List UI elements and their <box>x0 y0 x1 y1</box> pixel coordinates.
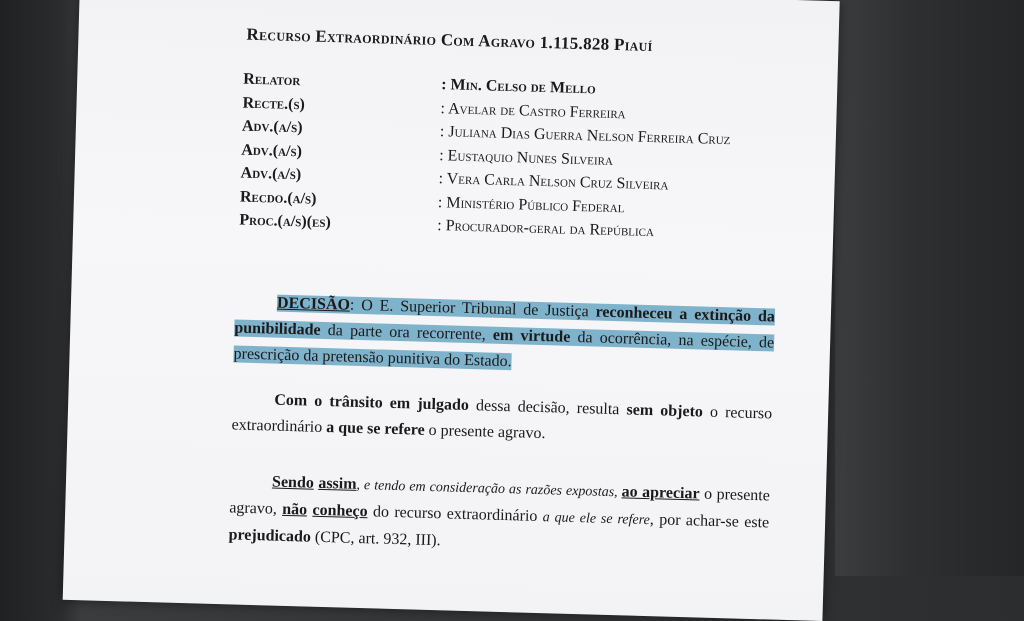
bold-span: não <box>281 500 308 519</box>
transit-paragraph <box>231 386 772 453</box>
party-key: Recdo.(a/s) <box>239 188 317 208</box>
bold-span: a que se refere <box>325 419 425 439</box>
document-title: Recurso Extraordinário Com Agravo 1.115.828 Piauí <box>246 24 653 56</box>
bold-span: Sendo <box>271 473 315 492</box>
party-value: : Avelar de Castro Ferreira <box>440 99 626 122</box>
party-key: Adv.(a/s) <box>241 117 303 137</box>
party-key: Proc.(a/s)(es) <box>239 211 332 232</box>
text-span: : O E. Superior Tribunal de Justiça <box>349 296 596 321</box>
text-span: (CPC, art. 932, III). <box>310 528 441 550</box>
text-span: dessa decisão, resulta <box>468 397 627 419</box>
party-value: : Procurador-geral da República <box>437 217 655 241</box>
text-span: o recurso extraordinário <box>231 403 773 437</box>
party-key: Relator <box>243 70 301 90</box>
text-span: o presente agravo. <box>424 421 546 443</box>
bold-span: assim <box>318 474 357 493</box>
document-page <box>63 0 840 621</box>
bold-span: reconheceu a extinção da punibilidade <box>234 303 776 339</box>
text-span: da ocorrência, na espécie, de prescrição da pretensão punitiva do Estado. <box>233 328 775 371</box>
bold-span: Com o trânsito em julgado <box>274 391 470 415</box>
bold-span: sem objeto <box>626 401 704 421</box>
bold-span: conheço <box>312 501 368 521</box>
parties-list <box>239 71 803 251</box>
party-value: : Min. Celso de Mello <box>440 76 596 98</box>
bold-span: em virtude <box>492 326 571 346</box>
party-key: Adv.(a/s) <box>240 164 302 184</box>
text-span: , por achar-se este <box>649 511 770 532</box>
highlighted-text[interactable] <box>233 295 775 371</box>
party-value: : Juliana Dias Guerra Nelson Ferreira Cruz <box>439 123 731 149</box>
text-span: o presente agravo, <box>229 485 771 518</box>
background-right <box>835 0 1024 576</box>
party-value: : Ministério Público Federal <box>437 193 625 216</box>
italic-span: , e tendo em consideração as razões expostas, <box>356 477 622 501</box>
party-key: Adv.(a/s) <box>241 141 303 160</box>
decisao-label: DECISÃO <box>276 294 351 314</box>
party-value: : Vera Carla Nelson Cruz Silveira <box>438 170 669 194</box>
party-value: : Eustaquio Nunes Silveira <box>439 146 614 169</box>
italic-span: a que ele se refere <box>542 510 651 529</box>
party-key: Recte.(s) <box>242 94 306 113</box>
text-span: da parte ora recorrente, <box>320 321 494 344</box>
conclusion-paragraph <box>228 468 770 563</box>
bold-span: prejudicado <box>228 526 312 546</box>
decision-paragraph <box>233 289 775 382</box>
text-span: do recurso extraordinário <box>367 503 544 526</box>
bold-span: ao apreciar <box>621 483 700 503</box>
